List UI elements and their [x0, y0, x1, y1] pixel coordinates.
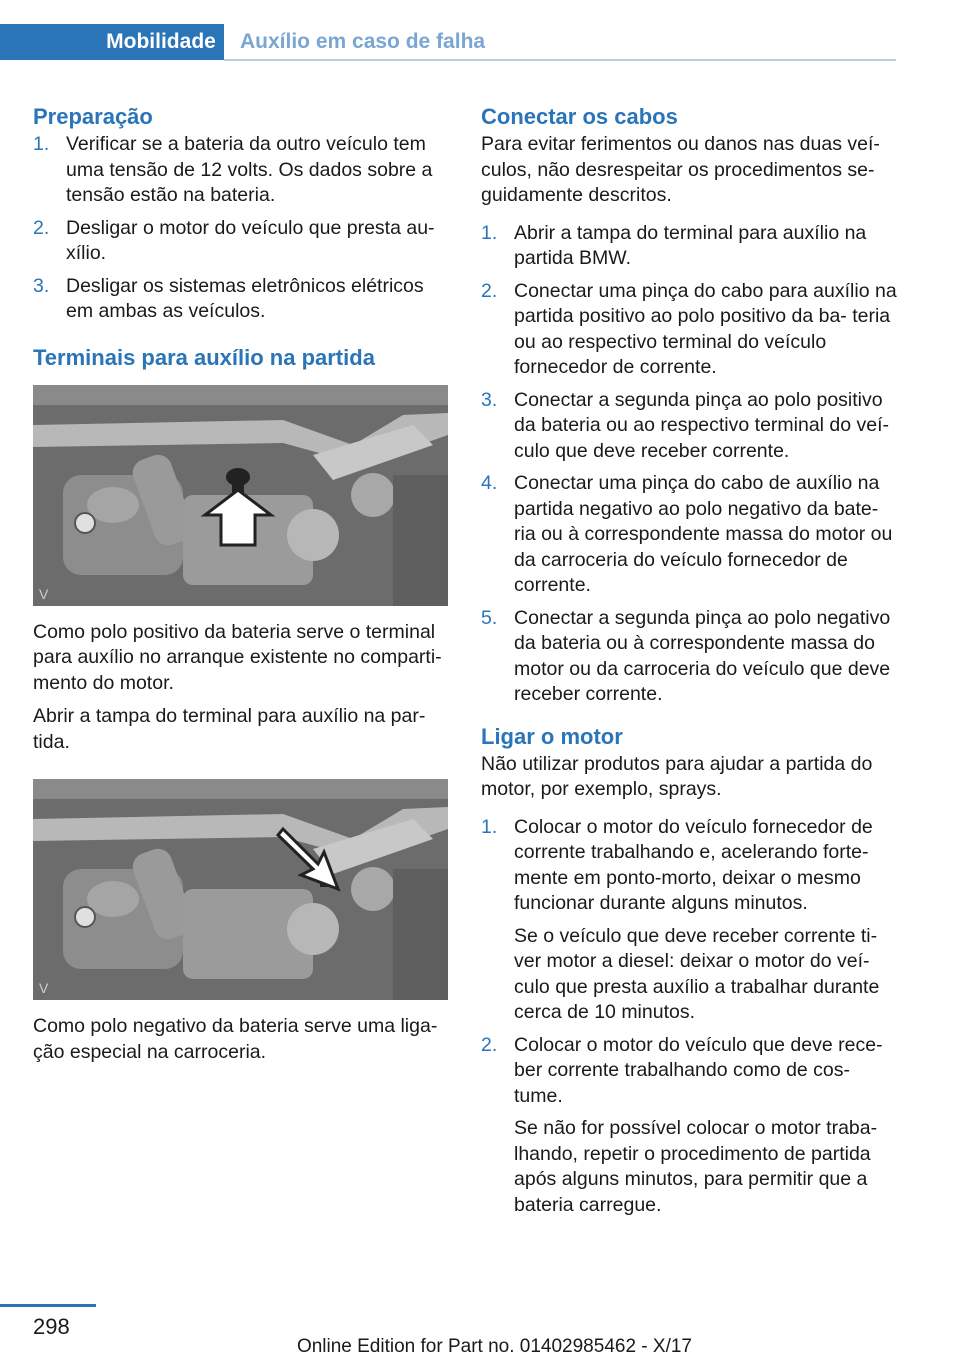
step-number: 1. [481, 221, 498, 244]
paragraph: Como polo negativo da bateria serve uma liga‐ ção especial na carroceria. [33, 1015, 438, 1063]
figure-corner-mark: V [39, 585, 49, 602]
list-item [33, 216, 449, 267]
footer-rule [0, 1304, 96, 1307]
edition-note: Online Edition for Part no. 01402985462 - X/17 [296, 1336, 692, 1357]
step-text: Colocar o motor do veículo fornecedor de corrente trabalhando e, acelerando forte‐ mente em ponto-morto, deixar o mesmo funcionar durante alguns minutos. [514, 815, 873, 914]
step-note: Se o veículo que deve receber corrente ti‐ ver motor a diesel: deixar o motor do veí‐ culo que presta auxílio a trabalhar durante cerca de 10 minutos. [514, 924, 880, 1023]
engine-bay-figure-positive [33, 385, 448, 606]
list-item [481, 815, 897, 1026]
list-item [33, 132, 449, 209]
tab-mobilidade[interactable]: Mobilidade [98, 24, 224, 60]
header-bar [0, 0, 960, 63]
paragraph: Para evitar ferimentos ou danos nas duas veí‐ culos, não desrespeitar os procedimentos se‐ guidamente descritos. [481, 133, 880, 206]
step-note: Se não for possível colocar o motor traba‐ lhando, repetir o procedimento de partida após alguns minutos, para permitir que a bateria carregue. [514, 1117, 878, 1216]
step-text: Colocar o motor do veículo que deve rece‐ ber corrente trabalhando como de cos‐ tume. [514, 1033, 883, 1107]
section-title-conectar: Conectar os cabos [481, 104, 678, 129]
section-title-terminais: Terminais para auxílio na partida [33, 344, 375, 370]
step-text: Desligar os sistemas eletrônicos elétricos em ambas as veículos. [66, 274, 424, 322]
start-steps-list [481, 815, 897, 1219]
step-number: 2. [33, 216, 50, 239]
prep-steps-list [33, 132, 449, 325]
step-number: 1. [481, 815, 498, 838]
list-item [481, 221, 897, 272]
paragraph: Abrir a tampa do terminal para auxílio na par‐ tida. [33, 705, 426, 753]
list-item [481, 279, 897, 381]
step-number: 2. [481, 1033, 498, 1056]
section-title-ligar-motor: Ligar o motor [481, 723, 623, 749]
step-text: Verificar se a bateria da outro veículo tem uma tensão de 12 volts. Os dados sobre a tensão estão na bateria. [66, 133, 433, 206]
step-number: 5. [481, 606, 498, 629]
left-column [33, 102, 449, 1065]
step-number: 2. [481, 279, 498, 302]
list-item [481, 606, 897, 708]
step-text: Abrir a tampa do terminal para auxílio na partida BMW. [514, 221, 867, 269]
figure-corner-mark: V [39, 980, 49, 996]
list-item [481, 471, 897, 599]
header-rule [224, 59, 896, 61]
paragraph: Não utilizar produtos para ajudar a partida do motor, por exemplo, sprays. [481, 752, 873, 800]
paragraph: Como polo positivo da bateria serve o terminal para auxílio no arranque existente no comparti‐ mento do motor. [33, 620, 442, 694]
step-text: Desligar o motor do veículo que presta au‐ xílio. [66, 216, 435, 264]
tab-auxilio-em-caso-de-falha[interactable]: Auxílio em caso de falha [240, 30, 486, 53]
step-number: 1. [33, 133, 50, 155]
step-number: 3. [481, 388, 498, 411]
step-text: Conectar uma pinça do cabo de auxílio na partida negativo ao polo negativo da bate‐ ria ou à correspondente massa do motor ou da carroceria do veículo fornecedor de corrente. [514, 472, 893, 596]
list-item [481, 1033, 897, 1219]
section-title-preparacao: Preparação [33, 104, 153, 129]
page-number: 298 [33, 1314, 70, 1339]
connect-steps-list [481, 221, 897, 708]
engine-bay-figure-negative [33, 779, 448, 1000]
step-text: Conectar uma pinça do cabo para auxílio na partida positivo ao polo positivo da ba‐ teria ou ao respectivo terminal do veículo fornecedor de corrente. [514, 279, 897, 378]
right-column [481, 102, 897, 1225]
step-text: Conectar a segunda pinça ao polo negativo da bateria ou à correspondente massa do motor ou da carroceria do veículo que deve receber corrente. [514, 606, 891, 705]
list-item [481, 388, 897, 465]
step-text: Conectar a segunda pinça ao polo positivo da bateria ou ao respectivo terminal do veí‐ culo que deve receber corrente. [514, 388, 890, 462]
step-number: 4. [481, 472, 498, 494]
list-item [33, 274, 449, 325]
step-number: 3. [33, 274, 50, 297]
header-accent-block [0, 24, 98, 60]
